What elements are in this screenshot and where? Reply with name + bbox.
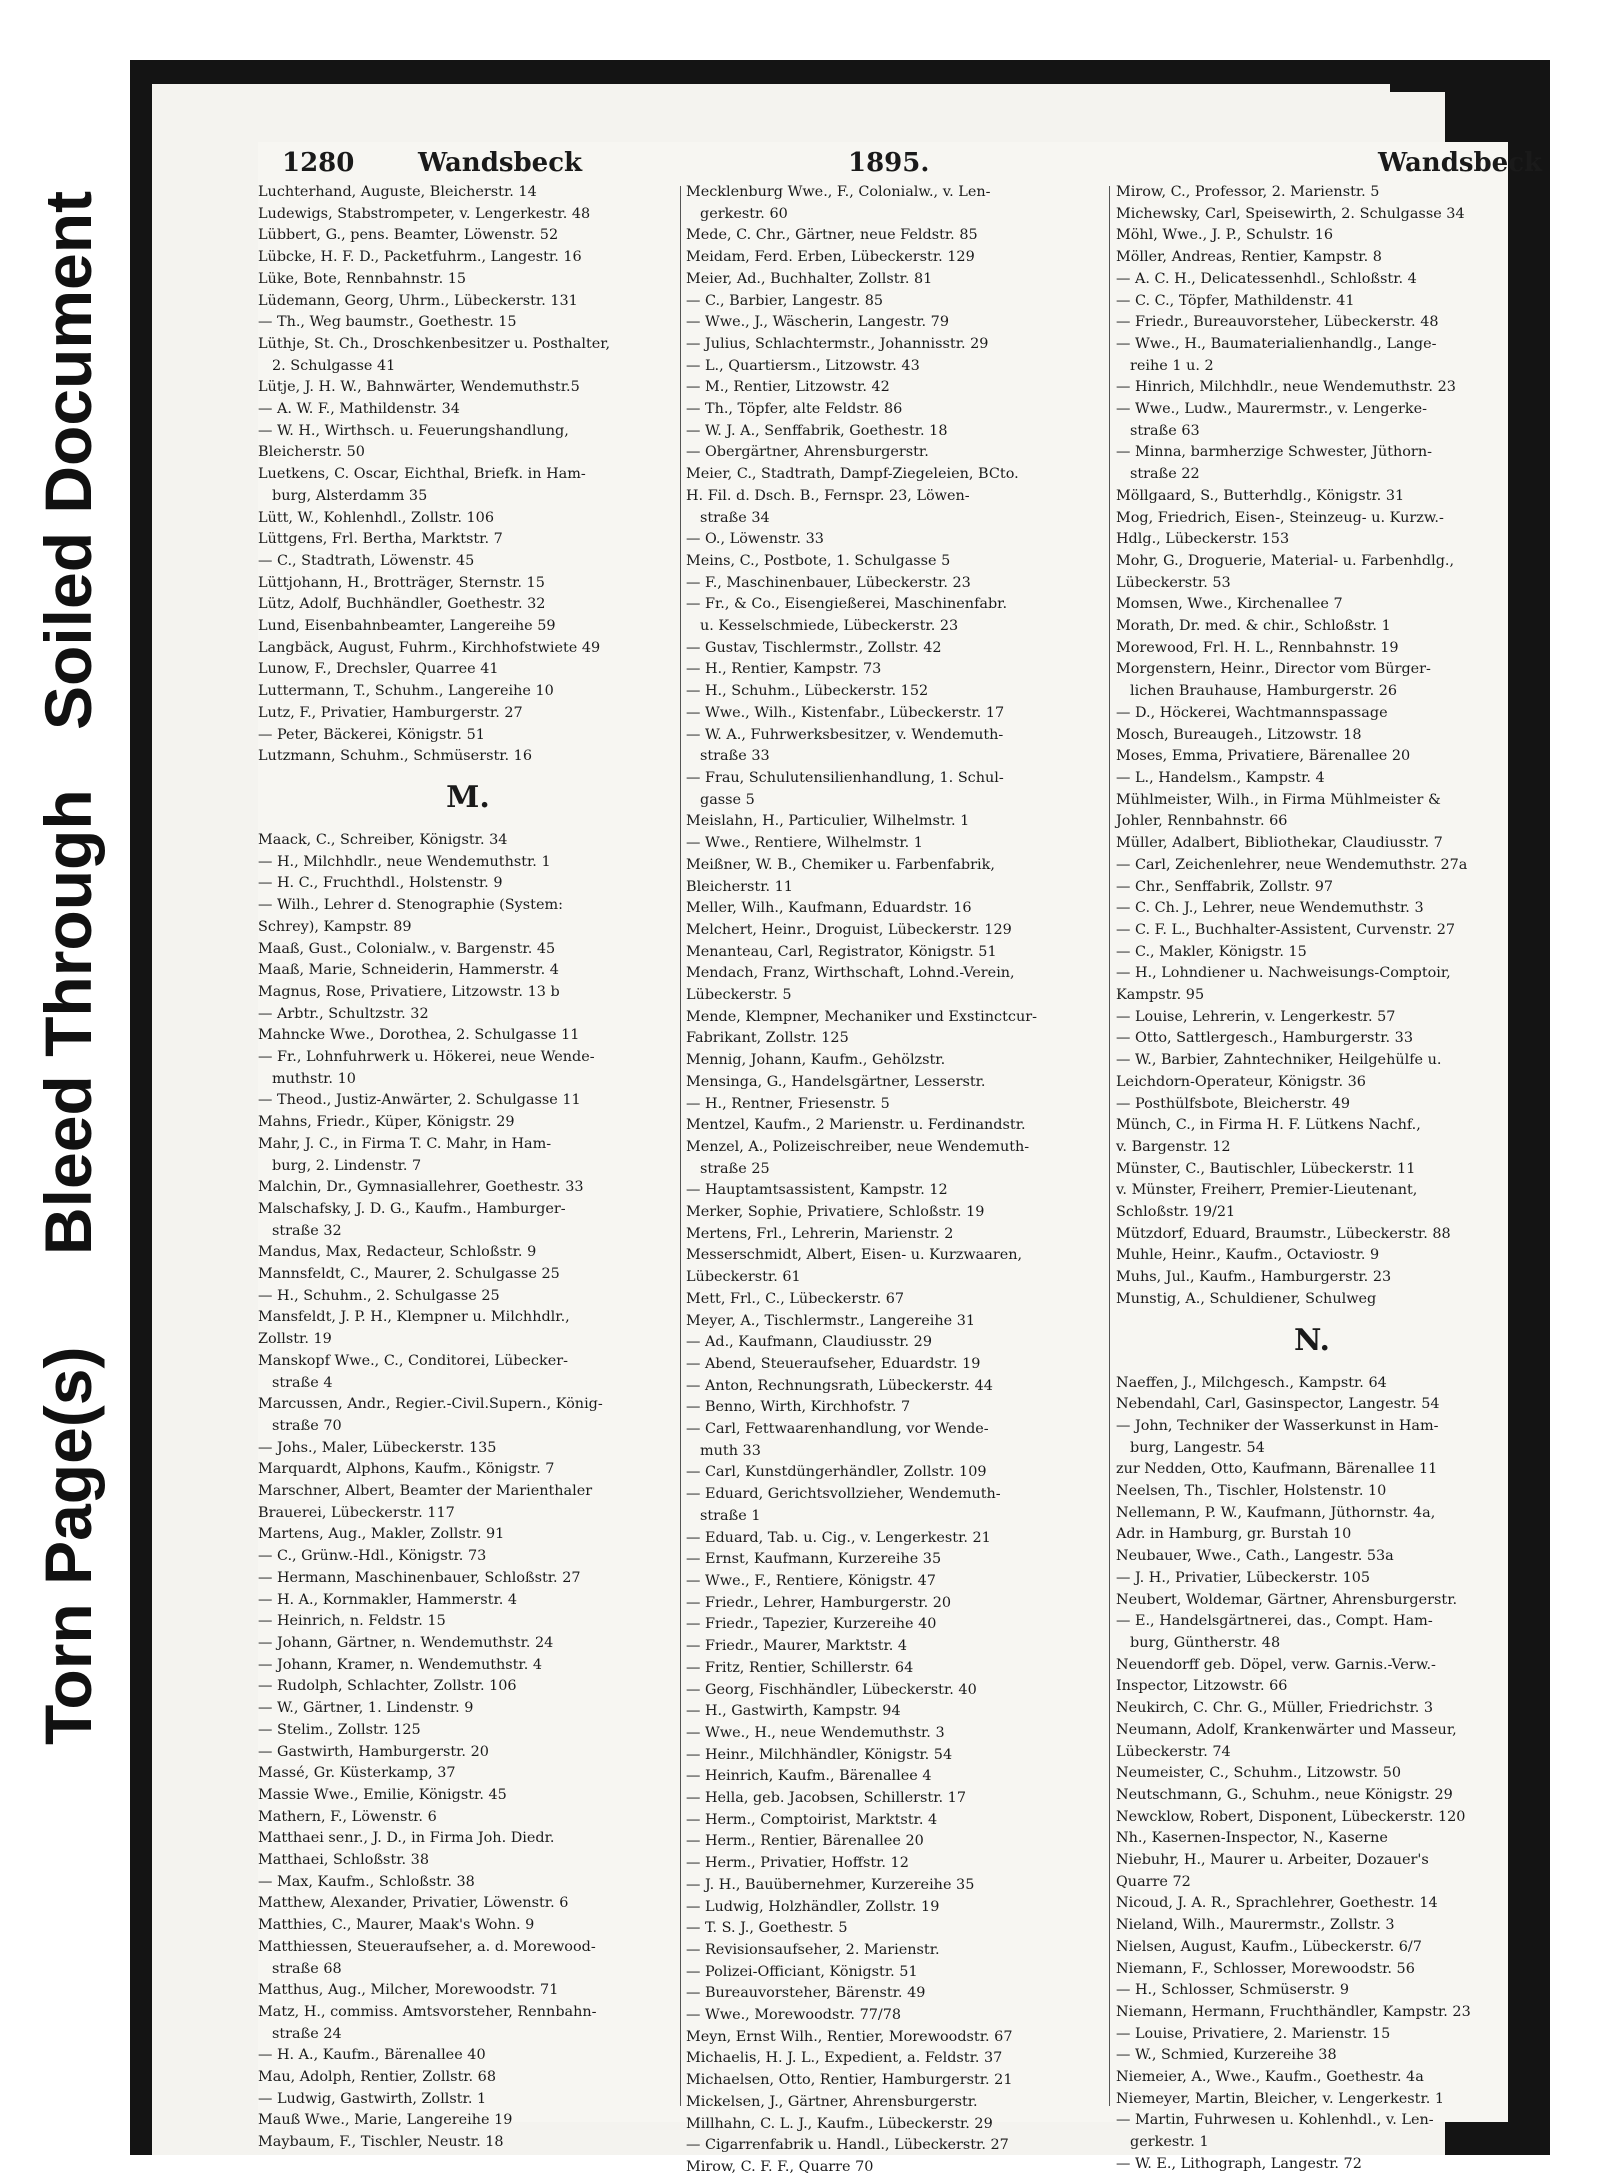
page-content [258,142,1543,2175]
directory-entry: Matthaei senr., J. D., in Firma Joh. Diedr. [258,1830,555,1847]
directory-entry: Quarre 72 [1116,1873,1191,1890]
directory-entry: Meins, C., Postbote, 1. Schulgasse 5 [686,552,951,569]
directory-entry: Nebendahl, Carl, Gasinspector, Langestr. 54 [1116,1396,1440,1413]
directory-entry: Morewood, Frl. H. L., Rennbahnstr. 19 [1116,639,1399,656]
directory-entry: — Ad., Kaufmann, Claudiusstr. 29 [686,1334,932,1351]
directory-entry: — Benno, Wirth, Kirchhofstr. 7 [686,1399,911,1416]
directory-entry: Naeffen, J., Milchgesch., Kampstr. 64 [1116,1374,1387,1391]
directory-entry: gerkestr. 60 [700,205,788,222]
directory-entry: Muhle, Heinr., Kaufm., Octaviostr. 9 [1116,1247,1380,1264]
directory-entry: Matthew, Alexander, Privatier, Löwenstr. 6 [258,1895,569,1912]
directory-entry: Hdlg., Lübeckerstr. 153 [1116,531,1290,548]
directory-entry: Lübeckerstr. 74 [1116,1743,1231,1760]
directory-entry: Neutschmann, G., Schuhm., neue Königstr. 29 [1116,1786,1453,1803]
directory-entry: Matthaei, Schloßstr. 38 [258,1852,429,1869]
directory-entry: — J. H., Privatier, Lübeckerstr. 105 [1116,1569,1371,1586]
directory-entry: Niemeyer, Martin, Bleicher, v. Lengerkestr. 1 [1116,2090,1445,2107]
directory-entry: — H., Rentier, Kampstr. 73 [686,661,882,678]
directory-entry: — H., Gastwirth, Kampstr. 94 [686,1703,901,1720]
directory-entry: Meyer, A., Tischlermstr., Langereihe 31 [686,1312,976,1329]
directory-entry: muth 33 [700,1442,761,1459]
directory-entry: — Th., Töpfer, alte Feldstr. 86 [686,401,903,418]
entry-list [686,182,1106,2179]
directory-entry: — Wilh., Lehrer d. Stenographie (System: [258,897,563,914]
label-bleed-through: Bleed Through [31,789,105,1255]
directory-entry: — Bureauvorsteher, Bärenstr. 49 [686,1985,926,2002]
directory-entry: Lunow, F., Drechsler, Quarree 41 [258,661,499,678]
directory-entry: Möller, Andreas, Rentier, Kampstr. 8 [1116,249,1382,266]
directory-entry: Neukirch, C. Chr. G., Müller, Friedrichstr. 3 [1116,1700,1434,1717]
directory-entry: Lütje, J. H. W., Bahnwärter, Wendemuthstr.5 [258,379,580,396]
directory-entry: Mosch, Bureaugeh., Litzowstr. 18 [1116,726,1362,743]
directory-entry: Nellemann, P. W., Kaufmann, Jüthornstr. 4a, [1116,1504,1436,1521]
directory-entry: — Eduard, Gerichtsvollzieher, Wendemuth- [686,1486,1001,1503]
directory-entry: — H. A., Kaufm., Bärenallee 40 [258,2047,486,2064]
directory-entry: — H., Lohndiener u. Nachweisungs-Comptoir, [1116,965,1451,982]
directory-entry: — W. A., Fuhrwerksbesitzer, v. Wendemuth- [686,726,1004,743]
directory-entry: Lübeckerstr. 53 [1116,574,1231,591]
directory-entry: burg, Alsterdamm 35 [272,487,428,504]
directory-entry: — L., Handelsm., Kampstr. 4 [1116,769,1325,786]
directory-entry: — H., Schuhm., Lübeckerstr. 152 [686,683,929,700]
directory-entry: Mertens, Frl., Lehrerin, Marienstr. 2 [686,1225,954,1242]
section-heading-m: M. [446,779,490,815]
directory-entry: Möllgaard, S., Butterhdlg., Königstr. 31 [1116,487,1405,504]
directory-entry: Mauß Wwe., Marie, Langereihe 19 [258,2112,513,2129]
directory-entry: — Wwe., Morewoodstr. 77/78 [686,2007,902,2024]
directory-entry: Schloßstr. 19/21 [1116,1204,1236,1221]
directory-entry: — Louise, Privatiere, 2. Marienstr. 15 [1116,2025,1391,2042]
directory-entry: Munstig, A., Schuldiener, Schulweg [1116,1290,1377,1307]
directory-entry: Menzel, A., Polizeischreiber, neue Wendemuth- [686,1138,1030,1155]
directory-entry: — Johann, Gärtner, n. Wendemuthstr. 24 [258,1635,554,1651]
directory-entry: Morath, Dr. med. & chir., Schloßstr. 1 [1116,618,1391,635]
directory-entry: Langbäck, August, Fuhrm., Kirchhofstwiete 49 [258,639,601,656]
entry-list [1116,1373,1508,2176]
page-header [258,142,1543,182]
directory-entry: — T. S. J., Goethestr. 5 [686,1920,848,1937]
directory-entry: — Wwe., Rentiere, Wilhelmstr. 1 [686,835,923,852]
directory-entry: Luttermann, T., Schuhm., Langereihe 10 [258,683,554,700]
directory-entry: — H. C., Fruchthdl., Holstenstr. 9 [258,875,503,892]
directory-entry: Mühlmeister, Wilh., in Firma Mühlmeister & [1116,791,1441,808]
page-number: 1280 [282,148,355,178]
directory-entry: H. Fil. d. Dsch. B., Fernspr. 23, Löwen- [686,487,970,504]
directory-entry: Melchert, Heinr., Droguist, Lübeckerstr. 129 [686,921,1012,938]
directory-entry: — Theod., Justiz-Anwärter, 2. Schulgasse 11 [258,1092,581,1109]
directory-entry: Maybaum, F., Tischler, Neustr. 18 [258,2134,504,2151]
directory-entry: — F., Maschinenbauer, Lübeckerstr. 23 [686,574,971,591]
directory-entry: Matthiessen, Steueraufseher, a. d. Morewood- [258,1938,596,1955]
column-rule [680,186,681,2106]
directory-entry: Nielsen, August, Kaufm., Lübeckerstr. 6/7 [1116,1938,1422,1955]
directory-entry: — Herm., Comptoirist, Marktstr. 4 [686,1811,938,1828]
directory-entry: — W., Gärtner, 1. Lindenstr. 9 [258,1700,474,1717]
directory-entry: Mensinga, G., Handelsgärtner, Lesserstr. [686,1073,986,1090]
column-rule [1109,186,1110,2106]
directory-entry: Mennig, Johann, Kaufm., Gehölzstr. [686,1052,946,1069]
directory-entry: — A. C. H., Delicatessenhdl., Schloßstr. 4 [1116,270,1417,287]
directory-entry: muthstr. 10 [272,1070,356,1087]
directory-entry: — Anton, Rechnungsrath, Lübeckerstr. 44 [686,1377,993,1394]
directory-entry: — M., Rentier, Litzowstr. 42 [686,379,890,396]
directory-entry: Mede, C. Chr., Gärtner, neue Feldstr. 85 [686,227,978,244]
directory-entry: Münch, C., in Firma H. F. Lütkens Nachf., [1116,1117,1421,1134]
directory-entry: Maaß, Gust., Colonialw., v. Bargenstr. 45 [258,940,556,957]
damage-labels [0,0,120,2177]
directory-entry: Maack, C., Schreiber, Königstr. 34 [258,831,508,848]
directory-entry: — Rudolph, Schlachter, Zollstr. 106 [258,1678,517,1695]
directory-entry: — Julius, Schlachtermstr., Johannisstr. 29 [686,335,989,352]
column-1 [258,182,678,2151]
directory-entry: Meier, C., Stadtrath, Dampf-Ziegeleien, BCto. [686,466,1019,483]
directory-entry: — Wwe., H., Baumaterialienhandlg., Lange- [1116,335,1437,352]
directory-entry: — C., Stadtrath, Löwenstr. 45 [258,552,475,569]
directory-entry: Neuendorff geb. Döpel, verw. Garnis.-Verw.- [1116,1656,1436,1673]
directory-entry: Leichdorn-Operateur, Königstr. 36 [1116,1073,1366,1090]
directory-entry: — W. H., Wirthsch. u. Feuerungshandlung, [258,422,569,439]
directory-entry: Mahncke Wwe., Dorothea, 2. Schulgasse 11 [258,1027,580,1044]
directory-entry: Münster, C., Bautischler, Lübeckerstr. 11 [1116,1160,1416,1177]
directory-entry: — H. A., Kornmakler, Hammerstr. 4 [258,1591,518,1608]
directory-entry: Lübeckerstr. 61 [686,1269,801,1286]
directory-entry: Meyn, Ernst Wilh., Rentier, Morewoodstr. 67 [686,2028,1013,2045]
entry-list [1116,182,1508,1311]
directory-entry: Adr. in Hamburg, gr. Burstah 10 [1116,1526,1352,1543]
directory-entry: — D., Höckerei, Wachtmannspassage [1116,704,1388,721]
year: 1895. [848,148,930,178]
scan-edge-top [130,60,1550,84]
directory-entry: burg, Langestr. 54 [1130,1439,1265,1456]
directory-entry: — Max, Kaufm., Schloßstr. 38 [258,1873,475,1890]
directory-entry: Luetkens, C. Oscar, Eichthal, Briefk. in Ham- [258,466,586,483]
directory-entry: Lüdemann, Georg, Uhrm., Lübeckerstr. 131 [258,292,578,309]
directory-entry: — H., Rentner, Friesenstr. 5 [686,1095,890,1112]
scanned-page [130,60,1550,2175]
directory-entry: Momsen, Wwe., Kirchenallee 7 [1116,596,1343,613]
directory-entry: Niemeier, A., Wwe., Kaufm., Goethestr. 4a [1116,2069,1424,2086]
directory-entry: — Heinrich, Kaufm., Bärenallee 4 [686,1768,932,1785]
directory-entry: — C., Barbier, Langestr. 85 [686,292,884,309]
directory-entry: Lund, Eisenbahnbeamter, Langereihe 59 [258,618,556,635]
directory-entry: Lüke, Bote, Rennbahnstr. 15 [258,270,467,287]
directory-entry: Lübcke, H. F. D., Packetfuhrm., Langestr. 16 [258,249,582,266]
directory-entry: 2. Schulgasse 41 [272,357,396,374]
directory-entry: — Martin, Fuhrwesen u. Kohlenhdl., v. Len- [1116,2112,1434,2129]
directory-entry: Neubert, Woldemar, Gärtner, Ahrensburgerstr. [1116,1591,1458,1608]
directory-entry: — C. Ch. J., Lehrer, neue Wendemuthstr. 3 [1116,900,1424,917]
directory-entry: straße 32 [272,1222,342,1239]
directory-entry: Mirow, C., Professor, 2. Marienstr. 5 [1116,184,1380,200]
directory-entry: Lütz, Adolf, Buchhändler, Goethestr. 32 [258,596,546,613]
directory-entry: — Fr., & Co., Eisengießerei, Maschinenfabr. [686,596,1008,613]
directory-entry: Massé, Gr. Küsterkamp, 37 [258,1765,456,1782]
directory-entry: — Revisionsaufseher, 2. Marienstr. [686,1941,940,1958]
directory-entry: — Arbtr., Schultzstr. 32 [258,1005,429,1022]
directory-entry: — Carl, Zeichenlehrer, neue Wendemuthstr. 27a [1116,856,1468,873]
column-3 [1116,182,1508,2172]
directory-entry: — Wwe., F., Rentiere, Königstr. 47 [686,1573,936,1589]
directory-entry: — Cigarrenfabrik u. Handl., Lübeckerstr. 27 [686,2137,1009,2154]
directory-entry: Mau, Adolph, Rentier, Zollstr. 68 [258,2069,496,2086]
directory-entry: — Eduard, Tab. u. Cig., v. Lengerkestr. 21 [686,1529,991,1546]
directory-entry: — Polizei-Officiant, Königstr. 51 [686,1963,918,1980]
directory-entry: straße 68 [272,1960,342,1977]
directory-entry: Meißner, W. B., Chemiker u. Farbenfabrik, [686,856,995,873]
directory-entry: — A. W. F., Mathildenstr. 34 [258,401,460,418]
directory-entry: — H., Schlosser, Schmüserstr. 9 [1116,1982,1350,1999]
directory-entry: — Peter, Bäckerei, Königstr. 51 [258,726,485,743]
directory-entry: straße 33 [700,748,770,765]
directory-entry: Mathern, F., Löwenstr. 6 [258,1808,437,1825]
directory-entry: Matthies, C., Maurer, Maak's Wohn. 9 [258,1917,535,1934]
directory-entry: Marcussen, Andr., Regier.-Civil.Supern., König- [258,1396,603,1413]
directory-entry: Meier, Ad., Buchhalter, Zollstr. 81 [686,270,933,287]
directory-entry: — Louise, Lehrerin, v. Lengerkestr. 57 [1116,1008,1396,1025]
directory-entry: Schrey), Kampstr. 89 [258,918,412,935]
directory-entry: Müller, Adalbert, Bibliothekar, Claudiusstr. 7 [1116,835,1443,852]
directory-entry: Mendach, Franz, Wirthschaft, Lohnd.-Verein, [686,965,1015,982]
directory-entry: straße 34 [700,509,770,526]
label-soiled-document: Soiled Document [31,190,105,730]
directory-entry: Lübeckerstr. 5 [686,987,792,1004]
directory-entry: Mecklenburg Wwe., F., Colonialw., v. Len- [686,184,991,200]
directory-entry: v. Bargenstr. 12 [1116,1138,1231,1155]
directory-entry: straße 25 [700,1160,770,1177]
column-2 [686,182,1106,2175]
directory-entry: Lübbert, G., pens. Beamter, Löwenstr. 52 [258,227,559,244]
directory-entry: burg, Güntherstr. 48 [1130,1635,1281,1651]
directory-entry: Johler, Rennbahnstr. 66 [1116,813,1288,830]
directory-entry: — Hella, geb. Jacobsen, Schillerstr. 17 [686,1790,966,1807]
directory-entry: Meidam, Ferd. Erben, Lübeckerstr. 129 [686,249,975,266]
directory-entry: — J. H., Bauübernehmer, Kurzereihe 35 [686,1876,975,1893]
directory-entry: Malschafsky, J. D. G., Kaufm., Hamburger- [258,1200,566,1217]
entry-list [258,182,678,768]
directory-entry: — Otto, Sattlergesch., Hamburgerstr. 33 [1116,1030,1413,1047]
directory-entry: — E., Handelsgärtnerei, das., Compt. Ham- [1116,1613,1433,1630]
directory-entry: — Friedr., Lehrer, Hamburgerstr. 20 [686,1594,952,1611]
directory-entry: Neelsen, Th., Tischler, Holstenstr. 10 [1116,1483,1387,1500]
directory-entry: — Hinrich, Milchhdlr., neue Wendemuthstr. 23 [1116,379,1456,396]
directory-entry: — Georg, Fischhändler, Lübeckerstr. 40 [686,1681,977,1698]
directory-entry: — C. F. L., Buchhalter-Assistent, Curvenstr. 27 [1116,921,1456,938]
directory-entry: Mog, Friedrich, Eisen-, Steinzeug- u. Kurzw.- [1116,509,1444,526]
directory-entry: Nieland, Wilh., Maurermstr., Zollstr. 3 [1116,1917,1395,1934]
directory-entry: Matthus, Aug., Milcher, Morewoodstr. 71 [258,1982,559,1999]
directory-entry: — W., Barbier, Zahntechniker, Heilgehülfe u. [1116,1052,1442,1069]
directory-entry: Brauerei, Lübeckerstr. 117 [258,1504,455,1521]
directory-entry: straße 22 [1130,466,1200,483]
directory-entry: — Th., Weg baumstr., Goethestr. 15 [258,314,517,331]
directory-entry: Neumeister, C., Schuhm., Litzowstr. 50 [1116,1765,1402,1782]
directory-entry: Zollstr. 19 [258,1331,332,1348]
directory-entry: — O., Löwenstr. 33 [686,531,824,548]
directory-entry: Maaß, Marie, Schneiderin, Hammerstr. 4 [258,962,559,979]
directory-entry: Lüttgens, Frl. Bertha, Marktstr. 7 [258,531,503,548]
directory-entry: — Wwe., Wilh., Kistenfabr., Lübeckerstr. 17 [686,704,1005,721]
directory-entry: — C., Makler, Königstr. 15 [1116,943,1307,960]
directory-entry: straße 4 [272,1374,333,1391]
directory-entry: — Johs., Maler, Lübeckerstr. 135 [258,1439,497,1456]
directory-entry: — W. J. A., Senffabrik, Goethestr. 18 [686,422,948,439]
directory-entry: — Ernst, Kaufmann, Kurzereihe 35 [686,1551,942,1568]
directory-entry: Magnus, Rose, Privatiere, Litzowstr. 13 b [258,983,560,1000]
directory-entry: Luchterhand, Auguste, Bleicherstr. 14 [258,184,537,200]
scan-edge-left [130,80,152,2155]
directory-entry: Michaelis, H. J. L., Expedient, a. Feldstr. 37 [686,2050,1003,2067]
directory-entry: Mett, Frl., C., Lübeckerstr. 67 [686,1290,905,1307]
directory-entry: lichen Brauhause, Hamburgerstr. 26 [1130,683,1398,700]
scan-edge-corner [1390,84,1445,92]
directory-entry: Inspector, Litzowstr. 66 [1116,1678,1288,1695]
directory-entry: Möhl, Wwe., J. P., Schulstr. 16 [1116,227,1334,244]
directory-entry: gasse 5 [700,791,755,808]
directory-entry: — Johann, Kramer, n. Wendemuthstr. 4 [258,1656,543,1673]
directory-entry: Mirow, C. F. F., Quarre 70 [686,2158,874,2175]
directory-entry: zur Nedden, Otto, Kaufmann, Bärenallee 11 [1116,1461,1438,1478]
directory-entry: — H., Schuhm., 2. Schulgasse 25 [258,1287,500,1304]
directory-entry: Nh., Kasernen-Inspector, N., Kaserne [1116,1830,1388,1847]
directory-entry: Meller, Wilh., Kaufmann, Eduardstr. 16 [686,900,972,917]
label-torn-pages: Torn Page(s) [31,1346,105,1745]
directory-entry: — Friedr., Tapezier, Kurzereihe 40 [686,1616,937,1633]
directory-entry: Mahns, Friedr., Küper, Königstr. 29 [258,1114,515,1131]
directory-entry: Marquardt, Alphons, Kaufm., Königstr. 7 [258,1461,555,1478]
directory-entry: Malchin, Dr., Gymnasiallehrer, Goethestr. 33 [258,1179,584,1196]
directory-entry: u. Kesselschmiede, Lübeckerstr. 23 [700,618,959,635]
directory-entry: — Stelim., Zollstr. 125 [258,1721,421,1738]
directory-entry: — Carl, Kunstdüngerhändler, Zollstr. 109 [686,1464,987,1481]
directory-entry: — Heinr., Milchhändler, Königstr. 54 [686,1746,953,1763]
directory-entry: — Gustav, Tischlermstr., Zollstr. 42 [686,639,942,656]
directory-entry: v. Münster, Freiherr, Premier-Lieutenant, [1116,1182,1418,1199]
directory-entry: Mansfeldt, J. P. H., Klempner u. Milchhdlr., [258,1309,570,1326]
directory-entry: Michaelsen, Otto, Rentier, Hamburgerstr. 21 [686,2072,1013,2089]
directory-entry: — Chr., Senffabrik, Zollstr. 97 [1116,878,1334,895]
running-title-right: Wandsbeck [1378,148,1543,178]
directory-entry: Marschner, Albert, Beamter der Marienthaler [258,1483,593,1500]
directory-entry: Meislahn, H., Particulier, Wilhelmstr. 1 [686,813,970,830]
directory-entry: Matz, H., commiss. Amtsvorsteher, Rennbahn- [258,2003,597,2020]
directory-entry: — Minna, barmherzige Schwester, Jüthorn- [1116,444,1432,461]
directory-entry: — W., Schmied, Kurzereihe 38 [1116,2047,1337,2064]
directory-entry: Lüttjohann, H., Brotträger, Sternstr. 15 [258,574,545,591]
directory-entry: — Obergärtner, Ahrensburgerstr. [686,444,929,461]
directory-entry: straße 24 [272,2025,342,2042]
directory-entry: reihe 1 u. 2 [1130,357,1214,374]
directory-entry: Fabrikant, Zollstr. 125 [686,1030,849,1047]
directory-entry: — Friedr., Bureauvorsteher, Lübeckerstr. 48 [1116,314,1439,331]
directory-entry: — Hermann, Maschinenbauer, Schloßstr. 27 [258,1569,581,1586]
directory-entry: Bleicherstr. 11 [686,878,793,895]
directory-entry: Mohr, G., Droguerie, Material- u. Farbenhdlg., [1116,552,1455,569]
directory-entry: Lütt, W., Kohlenhdl., Zollstr. 106 [258,509,494,526]
directory-entry: — Wwe., Ludw., Maurermstr., v. Lengerke- [1116,401,1427,418]
directory-entry: Morgenstern, Heinr., Director vom Bürger- [1116,661,1431,678]
running-title-left: Wandsbeck [418,148,583,178]
directory-entry: Mützdorf, Eduard, Braumstr., Lübeckerstr. 88 [1116,1225,1451,1242]
directory-entry: Manskopf Wwe., C., Conditorei, Lübecker- [258,1352,568,1369]
directory-entry: Muhs, Jul., Kaufm., Hamburgerstr. 23 [1116,1269,1392,1286]
directory-entry: — Hauptamtsassistent, Kampstr. 12 [686,1182,948,1199]
directory-entry: — H., Milchhdlr., neue Wendemuthstr. 1 [258,853,551,870]
directory-entry: Mentzel, Kaufm., 2 Marienstr. u. Ferdinandstr. [686,1117,1026,1134]
directory-entry: Merker, Sophie, Privatiere, Schloßstr. 19 [686,1204,985,1221]
directory-entry: Menanteau, Carl, Registrator, Königstr. 51 [686,943,997,960]
directory-entry: Nicoud, J. A. R., Sprachlehrer, Goethestr. 14 [1116,1895,1438,1912]
directory-entry: Massie Wwe., Emilie, Königstr. 45 [258,1786,507,1803]
directory-entry: Ludewigs, Stabstrompeter, v. Lengerkestr. 48 [258,205,591,222]
directory-entry: — Fritz, Rentier, Schillerstr. 64 [686,1659,914,1676]
directory-entry: — Gastwirth, Hamburgerstr. 20 [258,1743,489,1760]
directory-entry: — Herm., Privatier, Hoffstr. 12 [686,1855,909,1872]
directory-entry: straße 1 [700,1507,761,1524]
directory-entry: Niemann, F., Schlosser, Morewoodstr. 56 [1116,1960,1415,1977]
directory-entry: — Frau, Schulutensilienhandlung, 1. Schul- [686,769,1004,786]
directory-entry: gerkestr. 1 [1130,2134,1209,2151]
directory-entry: — Carl, Fettwaarenhandlung, vor Wende- [686,1421,989,1438]
directory-entry: — Wwe., H., neue Wendemuthstr. 3 [686,1724,945,1741]
directory-entry: Moses, Emma, Privatiere, Bärenallee 20 [1116,748,1411,765]
directory-entry: — John, Techniker der Wasserkunst in Ham- [1116,1417,1439,1434]
directory-entry: — Fr., Lohnfuhrwerk u. Hökerei, neue Wende- [258,1049,595,1066]
directory-entry: Michewsky, Carl, Speisewirth, 2. Schulgasse 34 [1116,205,1465,222]
directory-entry: — Ludwig, Holzhändler, Zollstr. 19 [686,1898,940,1915]
directory-entry: Lutz, F., Privatier, Hamburgerstr. 27 [258,704,523,721]
directory-entry: — Wwe., J., Wäscherin, Langestr. 79 [686,314,949,331]
directory-entry: Millhahn, C. L. J., Kaufm., Lübeckerstr. 29 [686,2115,993,2132]
directory-entry: Neumann, Adolf, Krankenwärter und Masseur, [1116,1721,1457,1738]
directory-entry: Martens, Aug., Makler, Zollstr. 91 [258,1526,505,1543]
directory-entry: — Posthülfsbote, Bleicherstr. 49 [1116,1095,1351,1112]
directory-entry: straße 70 [272,1417,342,1434]
directory-entry: Mende, Klempner, Mechaniker und Exstinctcur- [686,1008,1037,1025]
directory-entry: — Abend, Steueraufseher, Eduardstr. 19 [686,1355,981,1372]
directory-entry: Mandus, Max, Redacteur, Schloßstr. 9 [258,1244,537,1261]
directory-entry: — Ludwig, Gastwirth, Zollstr. 1 [258,2090,487,2107]
directory-entry: Mahr, J. C., in Firma T. C. Mahr, in Ham- [258,1135,552,1152]
directory-entry: Mickelsen, J., Gärtner, Ahrensburgerstr. [686,2093,978,2110]
directory-entry: Mannsfeldt, C., Maurer, 2. Schulgasse 25 [258,1266,560,1283]
directory-entry: Kampstr. 95 [1116,987,1205,1004]
directory-entry: Neubauer, Wwe., Cath., Langestr. 53a [1116,1548,1394,1565]
directory-entry: Lutzmann, Schuhm., Schmüserstr. 16 [258,748,532,765]
directory-entry: Lüthje, St. Ch., Droschkenbesitzer u. Posthalter, [258,335,611,352]
directory-entry: Niemann, Hermann, Fruchthändler, Kampstr. 23 [1116,2003,1471,2020]
directory-entry: — C., Grünw.-Hdl., Königstr. 73 [258,1548,487,1565]
directory-entry: Messerschmidt, Albert, Eisen- u. Kurzwaaren, [686,1247,1023,1264]
directory-entry: Niebuhr, H., Maurer u. Arbeiter, Dozauer's [1116,1852,1429,1869]
directory-entry: Bleicherstr. 50 [258,444,365,461]
section-heading-n: N. [1294,1322,1330,1358]
directory-entry: burg, 2. Lindenstr. 7 [272,1157,422,1174]
directory-entry: — Heinrich, n. Feldstr. 15 [258,1613,446,1630]
directory-entry: — C. C., Töpfer, Mathildenstr. 41 [1116,292,1355,309]
directory-entry: — L., Quartiersm., Litzowstr. 43 [686,357,920,374]
directory-entry: Newcklow, Robert, Disponent, Lübeckerstr. 120 [1116,1808,1466,1825]
directory-entry: — Friedr., Maurer, Marktstr. 4 [686,1638,908,1655]
directory-entry: straße 63 [1130,422,1200,439]
directory-entry: — Herm., Rentier, Bärenallee 20 [686,1833,924,1850]
entry-list [258,830,678,2154]
directory-entry: — W. E., Lithograph, Langestr. 72 [1116,2155,1362,2172]
